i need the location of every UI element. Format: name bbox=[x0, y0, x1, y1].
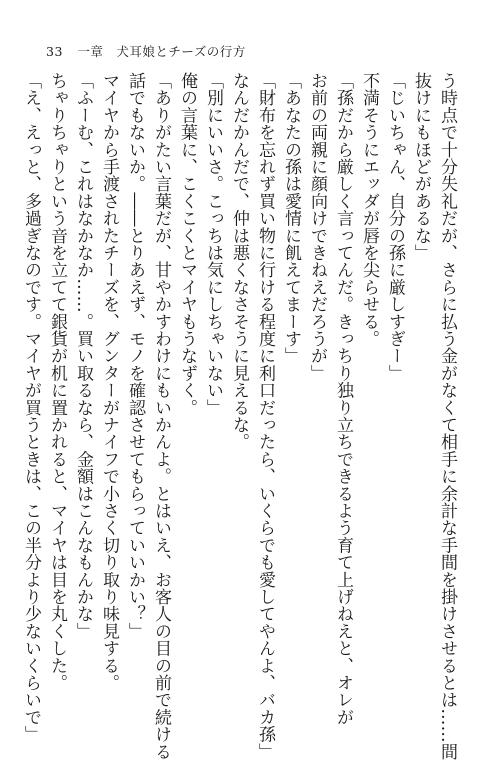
text-line: 「別にいいさ。こっちは気にしちゃいない」 bbox=[203, 72, 223, 416]
text-line: 「ありがたい言葉だが、甘やかすわけにもいかんよ。とはいえ、お客人の目の前で続ける bbox=[151, 72, 171, 760]
body-text bbox=[21, 72, 460, 760]
text-line: 「じいちゃん、自分の孫に厳しすぎー」 bbox=[385, 72, 405, 382]
text-line: 「孫だから厳しく言ってんだ。きっちり独り立ちできるよう育て上げねえと、オレが bbox=[333, 72, 353, 726]
chapter-title: 一章 犬耳娘とチーズの行方 bbox=[77, 44, 246, 59]
text-line: う時点で十分失礼だが、さらに払う金がなくて相手に余計な手間を掛けさせるとは……間 bbox=[437, 72, 457, 760]
text-line: なんだかんだで、仲は悪くなさそうに見えるな。 bbox=[229, 72, 249, 451]
text-line: ちゃりちゃりという音を立てて銀貨が机に置かれると、マイヤは目を丸くした。 bbox=[47, 72, 67, 692]
text-line: 「あなたの孫は愛情に飢えてまーす」 bbox=[281, 72, 301, 365]
text-line: 「ふーむ、これはなかなか……。買い取るなら、金額はこんなもんかな」 bbox=[73, 72, 93, 640]
page-number: 33 bbox=[46, 44, 63, 59]
text-line: 「え、えっと、多過ぎなのです。マイヤが買うときは、この半分より少ないくらいで」 bbox=[21, 72, 41, 743]
text-line: マイヤから手渡されたチーズを、グンターがナイフで小さく切り取り味見する。 bbox=[99, 72, 119, 692]
text-line: 不満そうにエッダが唇を尖らせる。 bbox=[359, 72, 379, 348]
text-line: 「財布を忘れず買い物に行ける程度に利口だったら、いくらでも愛してやんよ、バカ孫」 bbox=[255, 72, 275, 760]
text-line: 俺の言葉に、こくこくとマイヤもうなずく。 bbox=[177, 72, 197, 416]
text-line: 抜けにもほどがあるな」 bbox=[411, 72, 431, 262]
running-header bbox=[46, 42, 246, 60]
text-line: 話でもないか。――とりあえず、モノを確認させてもらっていいかい？」 bbox=[125, 72, 145, 640]
text-line: お前の両親に顔向けできねえだろうが」 bbox=[307, 72, 327, 382]
